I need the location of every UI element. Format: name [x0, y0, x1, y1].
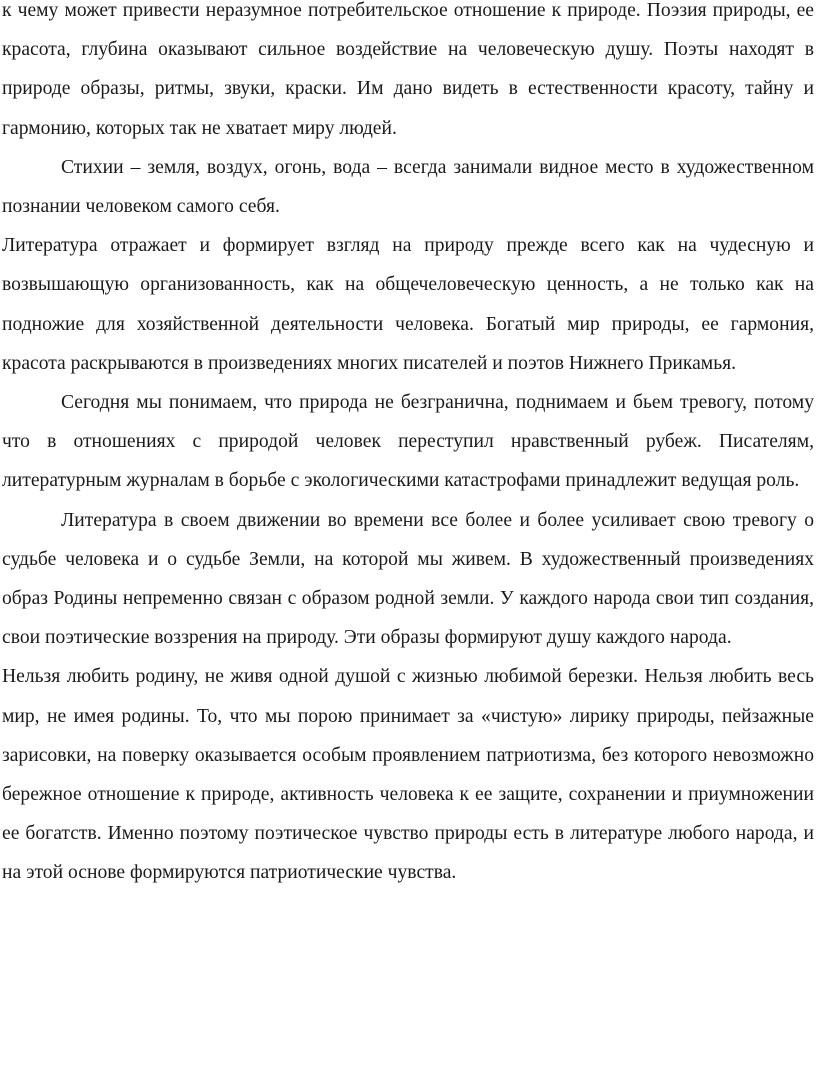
paragraph-4: Сегодня мы понимаем, что природа не безгранична, поднимаем и бьем тревогу, потому что в отношениях с природой человек переступил нравственный рубеж. Писателям, литературным журналам в борьбе с экологическими катастрофами принадлежит ведущая роль.: [2, 392, 814, 492]
paragraph-2: Стихии – земля, воздух, огонь, вода – всегда занимали видное место в художественном познании человеком самого себя.: [2, 156, 814, 218]
paragraph-1: к чему может привести неразумное потребительское отношение к природе. Поэзия природы, ее красота, глубина оказывают сильное воздействие на человеческую душу. Поэты находят в природе образы, ритмы, звуки, краски. Им дано видеть в естественности красоту, тайну и гармонию, которых так не хватает миру людей.: [2, 0, 814, 139]
paragraph-3: Литература отражает и формирует взгляд на природу прежде всего как на чудесную и возвышающую организованность, как на общечеловеческую ценность, а не только как на подножие для хозяйственной деятельности человека. Богатый мир природы, ее гармония, красота раскрываются в произведениях многих писателей и поэтов Нижнего Прикамья.: [2, 235, 814, 374]
paragraph-5: Литература в своем движении во времени все более и более усиливает свою тревогу о судьбе человека и о судьбе Земли, на которой мы живем. В художественный произведениях образ Родины непременно связан с образом родной земли. У каждого народа свои тип создания, свои поэтические воззрения на природу. Эти образы формируют душу каждого народа.: [2, 509, 814, 649]
paragraph-6: Нельзя любить родину, не живя одной душой с жизнью любимой березки. Нельзя любить весь мир, не имея родины. То, что мы порою принимает за «чистую» лирику природы, пейзажные зарисовки, на поверку оказывается особым проявлением патриотизма, без которого невозможно бережное отношение к природе, активность человека к ее защите, сохранении и приумножении ее богатств. Именно поэтому поэтическое чувство природы есть в литературе любого народа, и на этой основе формируются патриотические чувства.: [2, 666, 814, 884]
